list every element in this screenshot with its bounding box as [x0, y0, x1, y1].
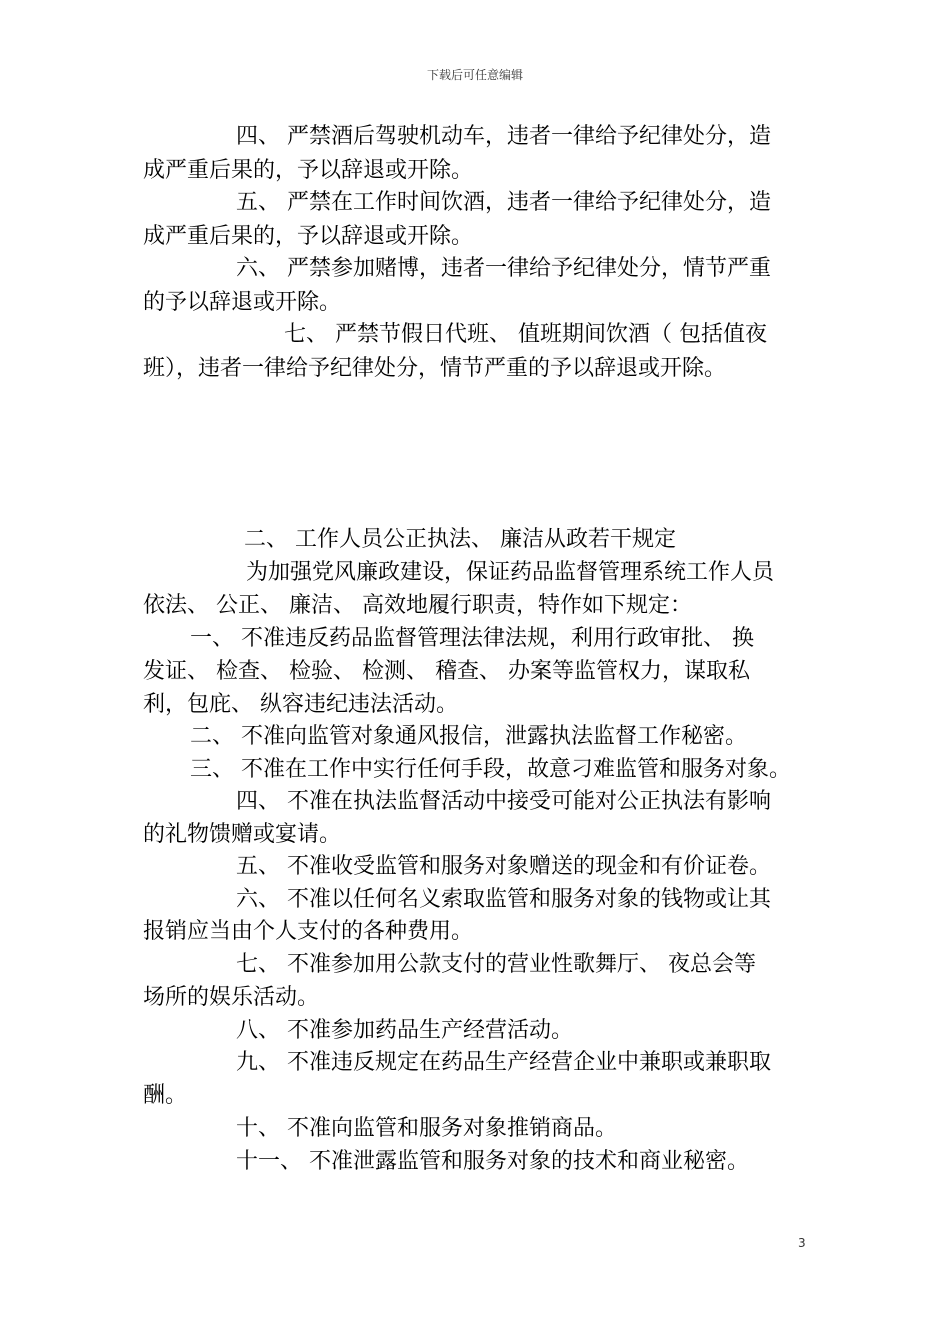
paragraph-line: 酬。 [143, 1083, 188, 1108]
paragraph-line: 三、 不准在工作中实行任何手段，故意刁难监管和服务对象。 [190, 757, 791, 782]
paragraph-line: 十一、 不准泄露监管和服务对象的技术和商业秘密。 [236, 1149, 749, 1174]
section-title: 二、 工作人员公正执法、 廉洁从政若干规定 [244, 527, 676, 552]
paragraph-line: 一、 不准违反药品监督管理法律法规，利用行政审批、 换 [190, 626, 754, 651]
paragraph-line: 报销应当由个人支付的各种费用。 [143, 919, 474, 944]
paragraph-line: 的予以辞退或开除。 [143, 290, 342, 315]
paragraph-line: 七、 严禁节假日代班、 值班期间饮酒（ 包括值夜 [284, 322, 767, 347]
paragraph-line: 发证、 检查、 检验、 检测、 稽查、 办案等监管权力，谋取私 [143, 659, 750, 684]
paragraph-line: 五、 不准收受监管和服务对象赠送的现金和有价证卷。 [236, 854, 771, 879]
paragraph-line: 为加强党风廉政建设，保证药品监督管理系统工作人员 [246, 560, 775, 585]
paragraph-line: 四、 严禁酒后驾驶机动车，违者一律给予纪律处分，造 [236, 124, 771, 149]
paragraph-line: 六、 不准以任何名义索取监管和服务对象的钱物或让其 [236, 887, 771, 912]
page-header: 下载后可任意编辑 [426, 68, 523, 82]
paragraph-line: 利，包庇、 纵容违纪违法活动。 [143, 692, 458, 717]
paragraph-line: 二、 不准向监管对象通风报信，泄露执法监督工作秘密。 [190, 724, 747, 749]
paragraph-line: 成严重后果的，予以辞退或开除。 [143, 224, 474, 249]
paragraph-line: 依法、 公正、 廉洁、 高效地履行职责，特作如下规定： [143, 593, 692, 618]
paragraph-line: 班），违者一律给予纪律处分，情节严重的予以辞退或开除。 [143, 356, 727, 381]
paragraph-line: 六、 严禁参加赌博，违者一律给予纪律处分，情节严重 [236, 256, 771, 281]
paragraph-line: 七、 不准参加用公款支付的营业性歌舞厅、 夜总会等 [236, 952, 756, 977]
paragraph-line: 成严重后果的，予以辞退或开除。 [143, 158, 474, 183]
paragraph-line: 九、 不准违反规定在药品生产经营企业中兼职或兼职取 [236, 1050, 771, 1075]
paragraph-line: 场所的娱乐活动。 [143, 985, 320, 1010]
paragraph-line: 四、 不准在执法监督活动中接受可能对公正执法有影响 [236, 789, 771, 814]
paragraph-line: 十、 不准向监管和服务对象推销商品。 [236, 1116, 617, 1141]
paragraph-line: 五、 严禁在工作时间饮酒，违者一律给予纪律处分，造 [236, 190, 771, 215]
paragraph-line: 八、 不准参加药品生产经营活动。 [236, 1018, 573, 1043]
page-number: 3 [798, 1236, 806, 1250]
paragraph-line: 的礼物馈赠或宴请。 [143, 822, 342, 847]
